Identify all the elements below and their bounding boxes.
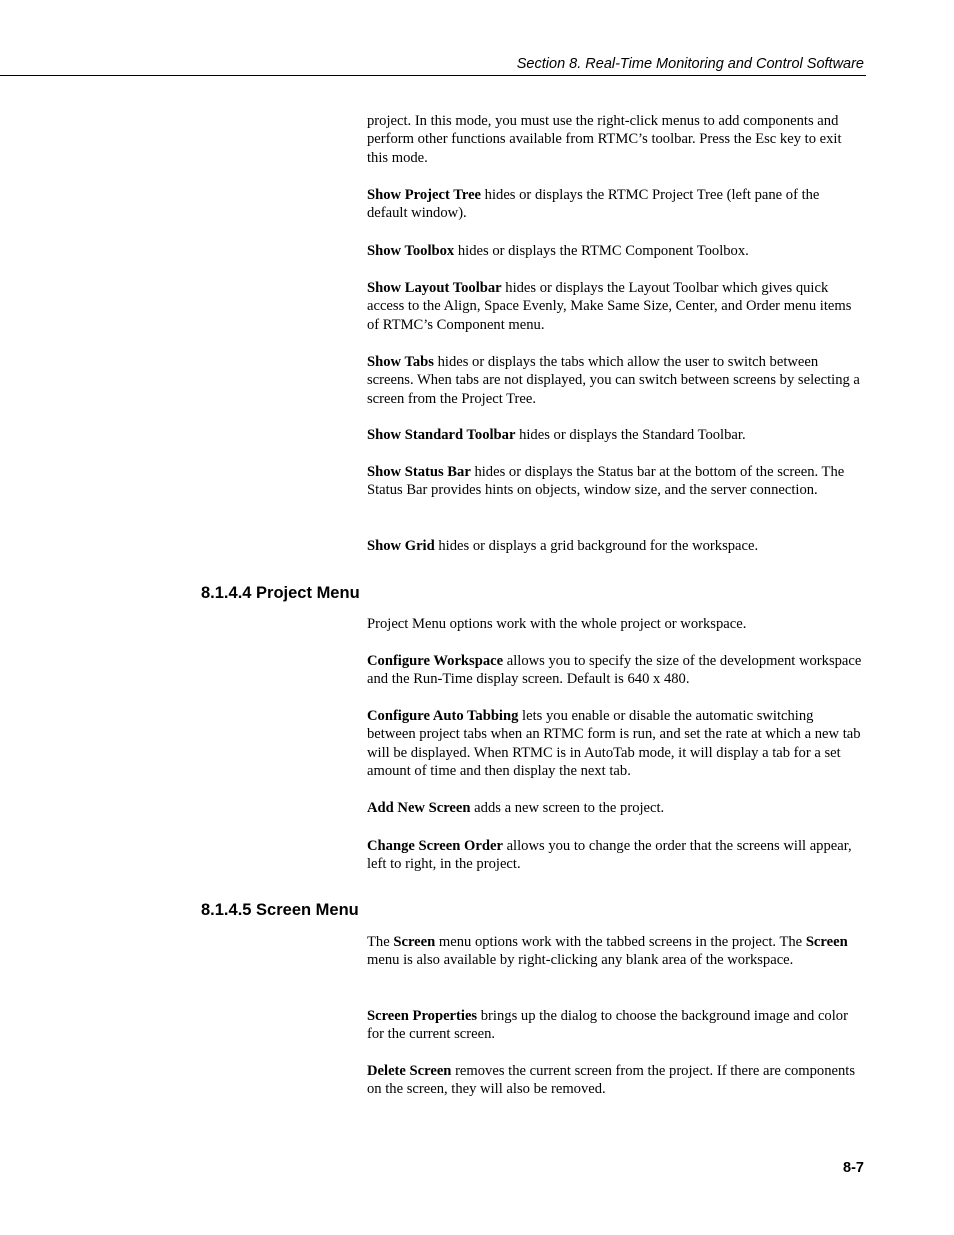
description: removes the current screen from the project. If there are components on the screen, they will also be removed.	[367, 1063, 856, 1098]
term: Show Toolbox	[367, 243, 455, 259]
paragraph-show-standard-toolbar	[367, 426, 863, 444]
description: hides or displays the Status bar at the bottom of the screen. The Status Bar provides hints on objects, window size, and the server connection.	[367, 464, 845, 499]
term: Configure Auto Tabbing	[367, 708, 519, 724]
paragraph-screen-menu-intro: The Screen menu options work with the tabbed screens in the project. The Screen menu is also available by right-clicking any blank area of the workspace.	[367, 934, 848, 969]
description: hides or displays the Standard Toolbar.	[515, 427, 746, 443]
term: Change Screen Order	[367, 838, 503, 854]
paragraph-project-menu-intro: Project Menu options work with the whole project or workspace.	[367, 616, 747, 632]
description: hides or displays the RTMC Component Toolbox.	[454, 243, 749, 259]
term: Show Status Bar	[367, 464, 471, 480]
description: hides or displays a grid background for the workspace.	[434, 538, 759, 554]
description: allows you to change the order that the screens will appear, left to right, in the project.	[367, 838, 852, 873]
header-rule	[0, 75, 866, 76]
term: Show Project Tree	[367, 187, 482, 203]
paragraph-screen-properties	[367, 1007, 863, 1044]
paragraph-show-toolbox	[367, 242, 863, 260]
term: Add New Screen	[367, 800, 471, 816]
description: hides or displays the tabs which allow the user to switch between screens. When tabs are not displayed, you can switch between screens by selecting a screen from the Project Tree.	[367, 354, 860, 407]
term: Show Grid	[367, 538, 435, 554]
description: adds a new screen to the project.	[470, 800, 665, 816]
term: Show Standard Toolbar	[367, 427, 516, 443]
term: Delete Screen	[367, 1063, 452, 1079]
heading-project-menu: 8.1.4.4 Project Menu	[201, 584, 360, 602]
heading-screen-menu: 8.1.4.5 Screen Menu	[201, 901, 359, 919]
paragraph-change-screen-order	[367, 837, 863, 874]
term: Screen Properties	[367, 1008, 478, 1024]
description: lets you enable or disable the automatic switching between project tabs when an RTMC form is run, and set the rate at which a new tab will be displayed. When RTMC is in AutoTab mode, it will display a tab for a set amount of time and then display the next tab.	[367, 708, 861, 780]
term: Configure Workspace	[367, 653, 504, 669]
paragraph-delete-screen	[367, 1062, 863, 1099]
paragraph-show-tabs	[367, 353, 863, 408]
paragraph-add-new-screen	[367, 799, 863, 817]
paragraph-show-project-tree	[367, 186, 863, 223]
paragraph-show-status-bar	[367, 463, 863, 500]
term: Show Tabs	[367, 354, 434, 370]
running-header: Section 8. Real-Time Monitoring and Control Software	[516, 56, 864, 72]
paragraph-configure-workspace	[367, 652, 863, 689]
view-menu-section	[367, 112, 863, 167]
description: hides or displays the Layout Toolbar which gives quick access to the Align, Space Evenly, Make Same Size, Center, and Order menu items of RTMC’s Component menu.	[367, 280, 852, 333]
description: brings up the dialog to choose the background image and color for the current screen.	[367, 1008, 848, 1043]
description: hides or displays the RTMC Project Tree (left pane of the default window).	[367, 187, 820, 222]
paragraph-show-grid	[367, 537, 863, 555]
paragraph-configure-auto-tabbing	[367, 707, 863, 781]
description: allows you to specify the size of the development workspace and the Run-Time display screen. Default is 640 x 480.	[367, 653, 862, 688]
intro-paragraph: project. In this mode, you must use the right-click menus to add components and perform other functions available from RTMC’s toolbar. Press the Esc key to exit this mode.	[367, 113, 842, 166]
page-number: 8-7	[843, 1160, 864, 1176]
term: Show Layout Toolbar	[367, 280, 502, 296]
paragraph-show-layout-toolbar	[367, 279, 863, 334]
